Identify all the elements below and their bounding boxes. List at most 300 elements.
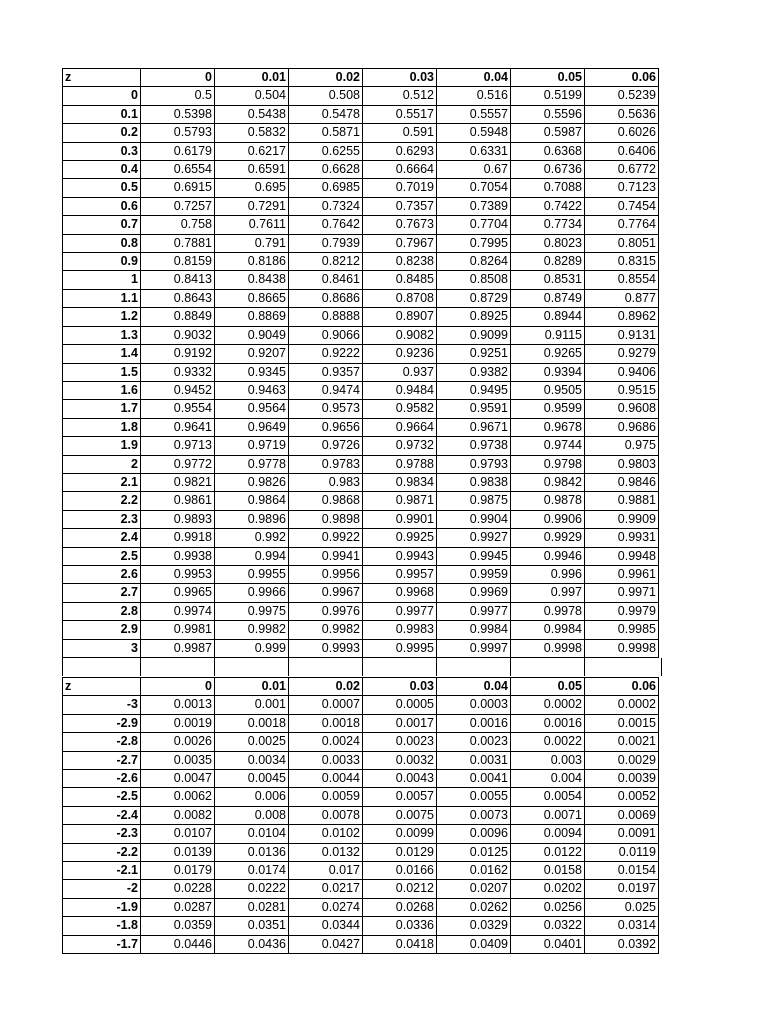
probability-cell: 0.9656 <box>289 418 363 436</box>
probability-cell: 0.0207 <box>437 880 511 898</box>
probability-cell: 0.0228 <box>141 880 215 898</box>
probability-cell: 0.0174 <box>215 862 289 880</box>
probability-cell: 0.7054 <box>437 179 511 197</box>
z-value-cell: 2.8 <box>63 602 141 620</box>
table-row <box>63 935 659 953</box>
probability-cell: 0.6026 <box>585 124 659 142</box>
probability-cell: 0.0073 <box>437 806 511 824</box>
probability-cell: 0.003 <box>511 751 585 769</box>
probability-cell: 0.9495 <box>437 381 511 399</box>
probability-cell: 0.0025 <box>215 733 289 751</box>
separator-gridline <box>288 658 289 676</box>
probability-cell: 0.7673 <box>363 216 437 234</box>
probability-cell: 0.9959 <box>437 565 511 583</box>
probability-cell: 0.9946 <box>511 547 585 565</box>
probability-cell: 0.0262 <box>437 898 511 916</box>
column-header: 0 <box>141 678 215 696</box>
probability-cell: 0.9993 <box>289 639 363 657</box>
probability-cell: 0.9783 <box>289 455 363 473</box>
column-header: 0.03 <box>363 678 437 696</box>
probability-cell: 0.0007 <box>289 696 363 714</box>
probability-cell: 0.9979 <box>585 602 659 620</box>
probability-cell: 0.0107 <box>141 825 215 843</box>
probability-cell: 0.5987 <box>511 124 585 142</box>
probability-cell: 0.0322 <box>511 917 585 935</box>
z-value-cell: 1.3 <box>63 326 141 344</box>
probability-cell: 0.9678 <box>511 418 585 436</box>
probability-cell: 0.0179 <box>141 862 215 880</box>
table-row <box>63 696 659 714</box>
probability-cell: 0.9505 <box>511 381 585 399</box>
z-value-cell: 1.6 <box>63 381 141 399</box>
probability-cell: 0.9941 <box>289 547 363 565</box>
z-value-cell: -3 <box>63 696 141 714</box>
table-row <box>63 770 659 788</box>
probability-cell: 0.9099 <box>437 326 511 344</box>
z-value-cell: 2.6 <box>63 565 141 583</box>
table-row <box>63 179 659 197</box>
probability-cell: 0.9222 <box>289 345 363 363</box>
probability-cell: 0.9987 <box>141 639 215 657</box>
probability-cell: 0.7019 <box>363 179 437 197</box>
probability-cell: 0.0069 <box>585 806 659 824</box>
probability-cell: 0.9977 <box>363 602 437 620</box>
probability-cell: 0.0082 <box>141 806 215 824</box>
probability-cell: 0.9998 <box>585 639 659 657</box>
table-row <box>63 455 659 473</box>
probability-cell: 0.0071 <box>511 806 585 824</box>
probability-cell: 0.9719 <box>215 437 289 455</box>
table-row <box>63 733 659 751</box>
probability-cell: 0.9207 <box>215 345 289 363</box>
column-header: 0.01 <box>215 69 289 87</box>
probability-cell: 0.9066 <box>289 326 363 344</box>
probability-cell: 0.877 <box>585 289 659 307</box>
probability-cell: 0.008 <box>215 806 289 824</box>
probability-cell: 0.8289 <box>511 253 585 271</box>
z-value-cell: 1.1 <box>63 289 141 307</box>
table-row <box>63 142 659 160</box>
probability-cell: 0.791 <box>215 234 289 252</box>
probability-cell: 0.5557 <box>437 105 511 123</box>
positive-z-table <box>62 68 659 658</box>
probability-cell: 0.8729 <box>437 289 511 307</box>
z-value-cell: -2.4 <box>63 806 141 824</box>
probability-cell: 0.8962 <box>585 308 659 326</box>
probability-cell: 0.0041 <box>437 770 511 788</box>
z-value-cell: 1.5 <box>63 363 141 381</box>
probability-cell: 0.9713 <box>141 437 215 455</box>
table-row <box>63 547 659 565</box>
z-value-cell: 0.6 <box>63 197 141 215</box>
z-value-cell: 0.8 <box>63 234 141 252</box>
table-row <box>63 197 659 215</box>
probability-cell: 0.025 <box>585 898 659 916</box>
probability-cell: 0.6331 <box>437 142 511 160</box>
column-header: 0.06 <box>585 69 659 87</box>
probability-cell: 0.0212 <box>363 880 437 898</box>
probability-cell: 0.9726 <box>289 437 363 455</box>
probability-cell: 0.7764 <box>585 216 659 234</box>
probability-cell: 0.9474 <box>289 381 363 399</box>
probability-cell: 0.0026 <box>141 733 215 751</box>
probability-cell: 0.9922 <box>289 529 363 547</box>
table-row <box>63 437 659 455</box>
table-row <box>63 363 659 381</box>
probability-cell: 0.0005 <box>363 696 437 714</box>
separator-gridline <box>362 658 363 676</box>
probability-cell: 0.7357 <box>363 197 437 215</box>
probability-cell: 0.9332 <box>141 363 215 381</box>
probability-cell: 0.8643 <box>141 289 215 307</box>
probability-cell: 0.999 <box>215 639 289 657</box>
probability-cell: 0.0344 <box>289 917 363 935</box>
table-row <box>63 216 659 234</box>
probability-cell: 0.7389 <box>437 197 511 215</box>
separator-gridline <box>214 658 215 676</box>
probability-cell: 0.9732 <box>363 437 437 455</box>
probability-cell: 0.8944 <box>511 308 585 326</box>
probability-cell: 0.9868 <box>289 492 363 510</box>
probability-cell: 0.5948 <box>437 124 511 142</box>
probability-cell: 0.9641 <box>141 418 215 436</box>
table-row <box>63 253 659 271</box>
probability-cell: 0.6293 <box>363 142 437 160</box>
probability-cell: 0.9265 <box>511 345 585 363</box>
probability-cell: 0.9484 <box>363 381 437 399</box>
probability-cell: 0.8264 <box>437 253 511 271</box>
probability-cell: 0.758 <box>141 216 215 234</box>
probability-cell: 0.0096 <box>437 825 511 843</box>
probability-cell: 0.6368 <box>511 142 585 160</box>
probability-cell: 0.9744 <box>511 437 585 455</box>
probability-cell: 0.516 <box>437 87 511 105</box>
probability-cell: 0.0002 <box>511 696 585 714</box>
probability-cell: 0.0202 <box>511 880 585 898</box>
probability-cell: 0.0018 <box>215 714 289 732</box>
probability-cell: 0.9953 <box>141 565 215 583</box>
probability-cell: 0.9463 <box>215 381 289 399</box>
probability-cell: 0.8159 <box>141 253 215 271</box>
probability-cell: 0.6664 <box>363 161 437 179</box>
z-value-cell: 0.1 <box>63 105 141 123</box>
probability-cell: 0.7881 <box>141 234 215 252</box>
probability-cell: 0.0029 <box>585 751 659 769</box>
probability-cell: 0.9032 <box>141 326 215 344</box>
probability-cell: 0.0099 <box>363 825 437 843</box>
probability-cell: 0.0024 <box>289 733 363 751</box>
probability-cell: 0.994 <box>215 547 289 565</box>
z-value-cell: -1.8 <box>63 917 141 935</box>
probability-cell: 0.9971 <box>585 584 659 602</box>
probability-cell: 0.9649 <box>215 418 289 436</box>
table-row <box>63 880 659 898</box>
probability-cell: 0.0136 <box>215 843 289 861</box>
z-value-cell: 2.5 <box>63 547 141 565</box>
probability-cell: 0.0018 <box>289 714 363 732</box>
probability-cell: 0.0055 <box>437 788 511 806</box>
probability-cell: 0.9131 <box>585 326 659 344</box>
probability-cell: 0.7995 <box>437 234 511 252</box>
probability-cell: 0.9834 <box>363 473 437 491</box>
probability-cell: 0.0023 <box>363 733 437 751</box>
table-row <box>63 492 659 510</box>
table-row <box>63 124 659 142</box>
probability-cell: 0.0054 <box>511 788 585 806</box>
table-row <box>63 565 659 583</box>
probability-cell: 0.9927 <box>437 529 511 547</box>
z-value-cell: 0.9 <box>63 253 141 271</box>
probability-cell: 0.8461 <box>289 271 363 289</box>
probability-cell: 0.6736 <box>511 161 585 179</box>
probability-cell: 0.0119 <box>585 843 659 861</box>
probability-cell: 0.6915 <box>141 179 215 197</box>
probability-cell: 0.5239 <box>585 87 659 105</box>
probability-cell: 0.9906 <box>511 510 585 528</box>
probability-cell: 0.5398 <box>141 105 215 123</box>
probability-cell: 0.0166 <box>363 862 437 880</box>
probability-cell: 0.9582 <box>363 400 437 418</box>
probability-cell: 0.0122 <box>511 843 585 861</box>
probability-cell: 0.9898 <box>289 510 363 528</box>
probability-cell: 0.983 <box>289 473 363 491</box>
probability-cell: 0.7611 <box>215 216 289 234</box>
probability-cell: 0.7324 <box>289 197 363 215</box>
probability-cell: 0.6406 <box>585 142 659 160</box>
probability-cell: 0.9082 <box>363 326 437 344</box>
probability-cell: 0.9982 <box>215 621 289 639</box>
probability-cell: 0.0031 <box>437 751 511 769</box>
probability-cell: 0.0392 <box>585 935 659 953</box>
probability-cell: 0.9279 <box>585 345 659 363</box>
z-value-cell: 0.2 <box>63 124 141 142</box>
table-row <box>63 843 659 861</box>
probability-cell: 0.0129 <box>363 843 437 861</box>
probability-cell: 0.7123 <box>585 179 659 197</box>
probability-cell: 0.9564 <box>215 400 289 418</box>
probability-cell: 0.0016 <box>437 714 511 732</box>
probability-cell: 0.695 <box>215 179 289 197</box>
probability-cell: 0.0016 <box>511 714 585 732</box>
table-row <box>63 473 659 491</box>
z-value-cell: -2 <box>63 880 141 898</box>
probability-cell: 0.0158 <box>511 862 585 880</box>
probability-cell: 0.9984 <box>511 621 585 639</box>
probability-cell: 0.8869 <box>215 308 289 326</box>
probability-cell: 0.7734 <box>511 216 585 234</box>
table-row <box>63 751 659 769</box>
probability-cell: 0.0104 <box>215 825 289 843</box>
z-value-cell: -2.6 <box>63 770 141 788</box>
probability-cell: 0.9664 <box>363 418 437 436</box>
probability-cell: 0.9985 <box>585 621 659 639</box>
probability-cell: 0.0446 <box>141 935 215 953</box>
column-header: 0.05 <box>511 69 585 87</box>
probability-cell: 0.0274 <box>289 898 363 916</box>
table-row <box>63 326 659 344</box>
z-value-cell: -2.2 <box>63 843 141 861</box>
probability-cell: 0.512 <box>363 87 437 105</box>
z-value-cell: 0.4 <box>63 161 141 179</box>
column-header: 0.01 <box>215 678 289 696</box>
probability-cell: 0.0409 <box>437 935 511 953</box>
table-row <box>63 510 659 528</box>
z-value-cell: 2.3 <box>63 510 141 528</box>
z-column-header: z <box>63 69 141 87</box>
probability-cell: 0.9981 <box>141 621 215 639</box>
probability-cell: 0.0059 <box>289 788 363 806</box>
z-value-cell: -2.9 <box>63 714 141 732</box>
probability-cell: 0.7257 <box>141 197 215 215</box>
z-value-cell: 2.4 <box>63 529 141 547</box>
probability-cell: 0.7967 <box>363 234 437 252</box>
table-row <box>63 161 659 179</box>
probability-cell: 0.9686 <box>585 418 659 436</box>
probability-cell: 0.0022 <box>511 733 585 751</box>
z-value-cell: -1.9 <box>63 898 141 916</box>
z-value-cell: 2.9 <box>63 621 141 639</box>
probability-cell: 0.0287 <box>141 898 215 916</box>
probability-cell: 0.8051 <box>585 234 659 252</box>
probability-cell: 0.0002 <box>585 696 659 714</box>
z-value-cell: -2.1 <box>63 862 141 880</box>
probability-cell: 0.9554 <box>141 400 215 418</box>
probability-cell: 0.9826 <box>215 473 289 491</box>
probability-cell: 0.8023 <box>511 234 585 252</box>
probability-cell: 0.9861 <box>141 492 215 510</box>
z-value-cell: 1.2 <box>63 308 141 326</box>
probability-cell: 0.67 <box>437 161 511 179</box>
probability-cell: 0.0132 <box>289 843 363 861</box>
probability-cell: 0.0154 <box>585 862 659 880</box>
probability-cell: 0.6217 <box>215 142 289 160</box>
probability-cell: 0.9983 <box>363 621 437 639</box>
probability-cell: 0.9965 <box>141 584 215 602</box>
separator-gridline <box>140 658 141 676</box>
probability-cell: 0.0351 <box>215 917 289 935</box>
probability-cell: 0.8849 <box>141 308 215 326</box>
separator-gridline <box>584 658 585 676</box>
probability-cell: 0.9974 <box>141 602 215 620</box>
probability-cell: 0.9997 <box>437 639 511 657</box>
probability-cell: 0.0217 <box>289 880 363 898</box>
probability-cell: 0.7291 <box>215 197 289 215</box>
probability-cell: 0.9956 <box>289 565 363 583</box>
probability-cell: 0.0281 <box>215 898 289 916</box>
probability-cell: 0.9838 <box>437 473 511 491</box>
z-value-cell: 1.9 <box>63 437 141 455</box>
table-row <box>63 400 659 418</box>
column-header: 0.02 <box>289 678 363 696</box>
z-value-cell: 2.7 <box>63 584 141 602</box>
probability-cell: 0.9798 <box>511 455 585 473</box>
z-value-cell: -1.7 <box>63 935 141 953</box>
probability-cell: 0.9591 <box>437 400 511 418</box>
probability-cell: 0.6628 <box>289 161 363 179</box>
probability-cell: 0.8186 <box>215 253 289 271</box>
table-row <box>63 584 659 602</box>
probability-cell: 0.0162 <box>437 862 511 880</box>
probability-cell: 0.7939 <box>289 234 363 252</box>
probability-cell: 0.0057 <box>363 788 437 806</box>
probability-cell: 0.9452 <box>141 381 215 399</box>
separator-gridline <box>510 658 511 676</box>
probability-cell: 0.9961 <box>585 565 659 583</box>
probability-cell: 0.9871 <box>363 492 437 510</box>
probability-cell: 0.508 <box>289 87 363 105</box>
probability-cell: 0.996 <box>511 565 585 583</box>
header-row <box>63 69 659 87</box>
probability-cell: 0.9881 <box>585 492 659 510</box>
z-value-cell: 2.2 <box>63 492 141 510</box>
probability-cell: 0.0017 <box>363 714 437 732</box>
probability-cell: 0.0139 <box>141 843 215 861</box>
probability-cell: 0.9406 <box>585 363 659 381</box>
probability-cell: 0.8554 <box>585 271 659 289</box>
probability-cell: 0.0035 <box>141 751 215 769</box>
probability-cell: 0.0013 <box>141 696 215 714</box>
probability-cell: 0.5517 <box>363 105 437 123</box>
probability-cell: 0.9918 <box>141 529 215 547</box>
probability-cell: 0.9793 <box>437 455 511 473</box>
probability-cell: 0.9901 <box>363 510 437 528</box>
probability-cell: 0.9975 <box>215 602 289 620</box>
table-row <box>63 308 659 326</box>
column-header: 0.06 <box>585 678 659 696</box>
probability-cell: 0.0359 <box>141 917 215 935</box>
table-row <box>63 602 659 620</box>
probability-cell: 0.8665 <box>215 289 289 307</box>
table-row <box>63 381 659 399</box>
probability-cell: 0.9049 <box>215 326 289 344</box>
probability-cell: 0.0062 <box>141 788 215 806</box>
probability-cell: 0.6985 <box>289 179 363 197</box>
probability-cell: 0.975 <box>585 437 659 455</box>
table-row <box>63 714 659 732</box>
z-value-cell: -2.5 <box>63 788 141 806</box>
z-value-cell: 0.3 <box>63 142 141 160</box>
probability-cell: 0.9998 <box>511 639 585 657</box>
probability-cell: 0.7088 <box>511 179 585 197</box>
probability-cell: 0.017 <box>289 862 363 880</box>
probability-cell: 0.9966 <box>215 584 289 602</box>
probability-cell: 0.8238 <box>363 253 437 271</box>
z-value-cell: 2.1 <box>63 473 141 491</box>
table-row <box>63 639 659 657</box>
probability-cell: 0.9957 <box>363 565 437 583</box>
probability-cell: 0.9251 <box>437 345 511 363</box>
probability-cell: 0.5793 <box>141 124 215 142</box>
probability-cell: 0.8212 <box>289 253 363 271</box>
z-value-cell: 3 <box>63 639 141 657</box>
probability-cell: 0.7704 <box>437 216 511 234</box>
table-row <box>63 621 659 639</box>
probability-cell: 0.5438 <box>215 105 289 123</box>
probability-cell: 0.9115 <box>511 326 585 344</box>
table-row <box>63 87 659 105</box>
probability-cell: 0.9967 <box>289 584 363 602</box>
probability-cell: 0.9515 <box>585 381 659 399</box>
probability-cell: 0.0436 <box>215 935 289 953</box>
probability-cell: 0.937 <box>363 363 437 381</box>
probability-cell: 0.8749 <box>511 289 585 307</box>
probability-cell: 0.0075 <box>363 806 437 824</box>
probability-cell: 0.0329 <box>437 917 511 935</box>
probability-cell: 0.7422 <box>511 197 585 215</box>
z-value-cell: 1 <box>63 271 141 289</box>
probability-cell: 0.0314 <box>585 917 659 935</box>
probability-cell: 0.8413 <box>141 271 215 289</box>
